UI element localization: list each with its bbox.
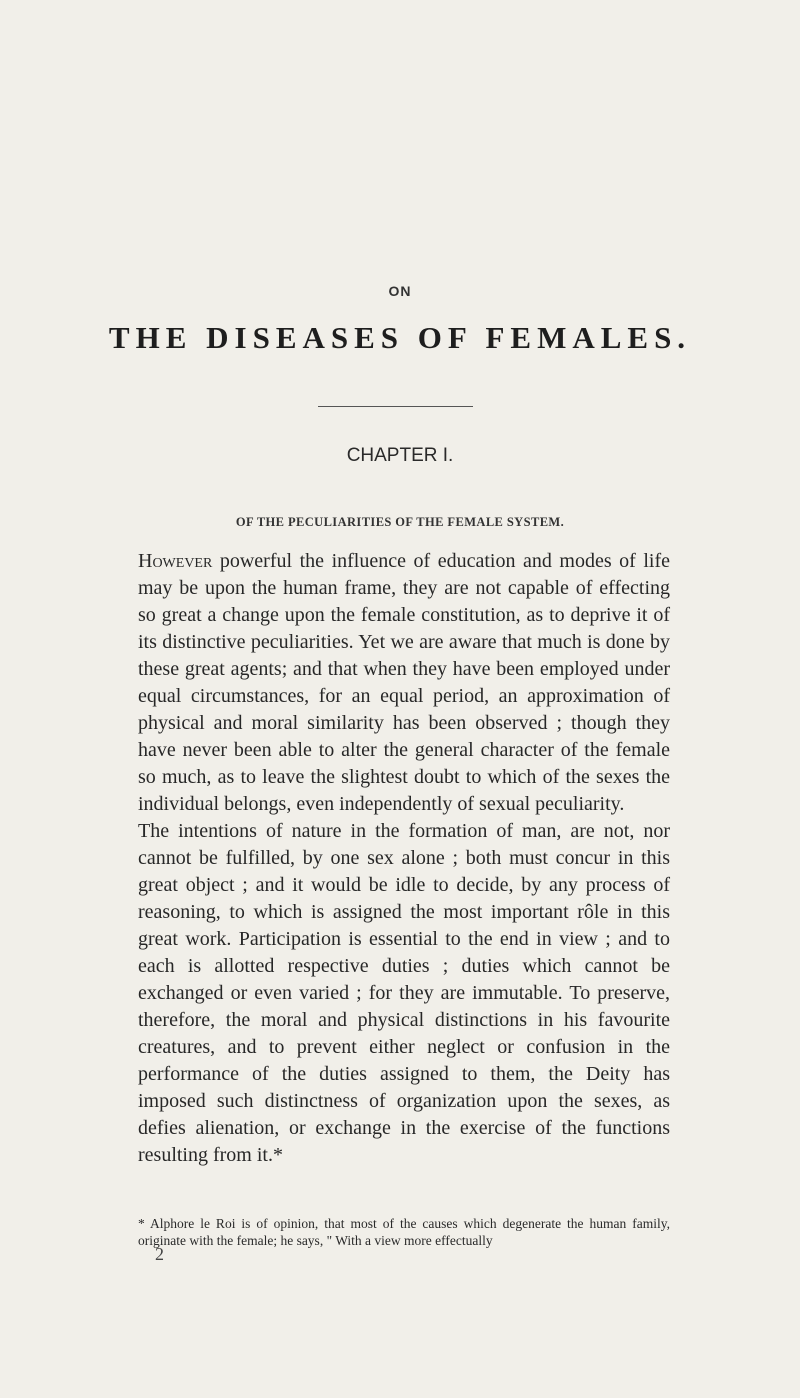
chapter-subtitle: OF THE PECULIARITIES OF THE FEMALE SYSTEM. bbox=[235, 515, 565, 529]
signature-mark: 2 bbox=[155, 1244, 164, 1264]
paragraph-2: The intentions of nature in the formation of man, are not, nor cannot be fulfilled, by one sex alone ; both must concur in this great object ; and it would be idle to decide, by any process of reasoning, to which is assigned the most important rôle in this great work. Participation is essential to the end in view ; and to each is allotted respective duties ; duties which cannot be exchanged or even varied ; for they are immutable. To preserve, therefore, the moral and physical distinctions in his favourite creatures, and to prevent either neglect or confusion in the performance of the duties assigned to them, the Deity has imposed such distinctness of organization upon the sexes, as defies alienation, or exchange in the exercise of the functions resulting from it.* bbox=[138, 820, 670, 1166]
paragraph-1 bbox=[138, 548, 670, 818]
page-title: THE DISEASES OF FEMALES. bbox=[108, 320, 692, 355]
paragraph-1-text: powerful the influence of education and modes of life may be upon the human frame, they are not capable of effecting so great a change upon the female constitution, as to deprive it of its distinctive peculiarities. Yet we are aware that much is done by these great agents; and that when they have been employed under equal circumstances, for an equal period, an approximation of physical and moral similarity has been observed ; though they have never been able to alter the general character of the female so much, as to leave the slightest doubt to which of the sexes the individual belongs, even independently of sexual peculiarity. bbox=[138, 550, 670, 815]
paragraph-1-lead-word: However bbox=[138, 550, 213, 572]
body-text bbox=[138, 548, 670, 1169]
footnote: * Alphore le Roi is of opinion, that most of the causes which degenerate the human family, originate with the female; he says, " With a view more effectually bbox=[138, 1216, 670, 1248]
title-divider bbox=[318, 406, 473, 407]
title-prefix: ON bbox=[388, 283, 412, 299]
chapter-heading: CHAPTER I. bbox=[346, 445, 454, 466]
